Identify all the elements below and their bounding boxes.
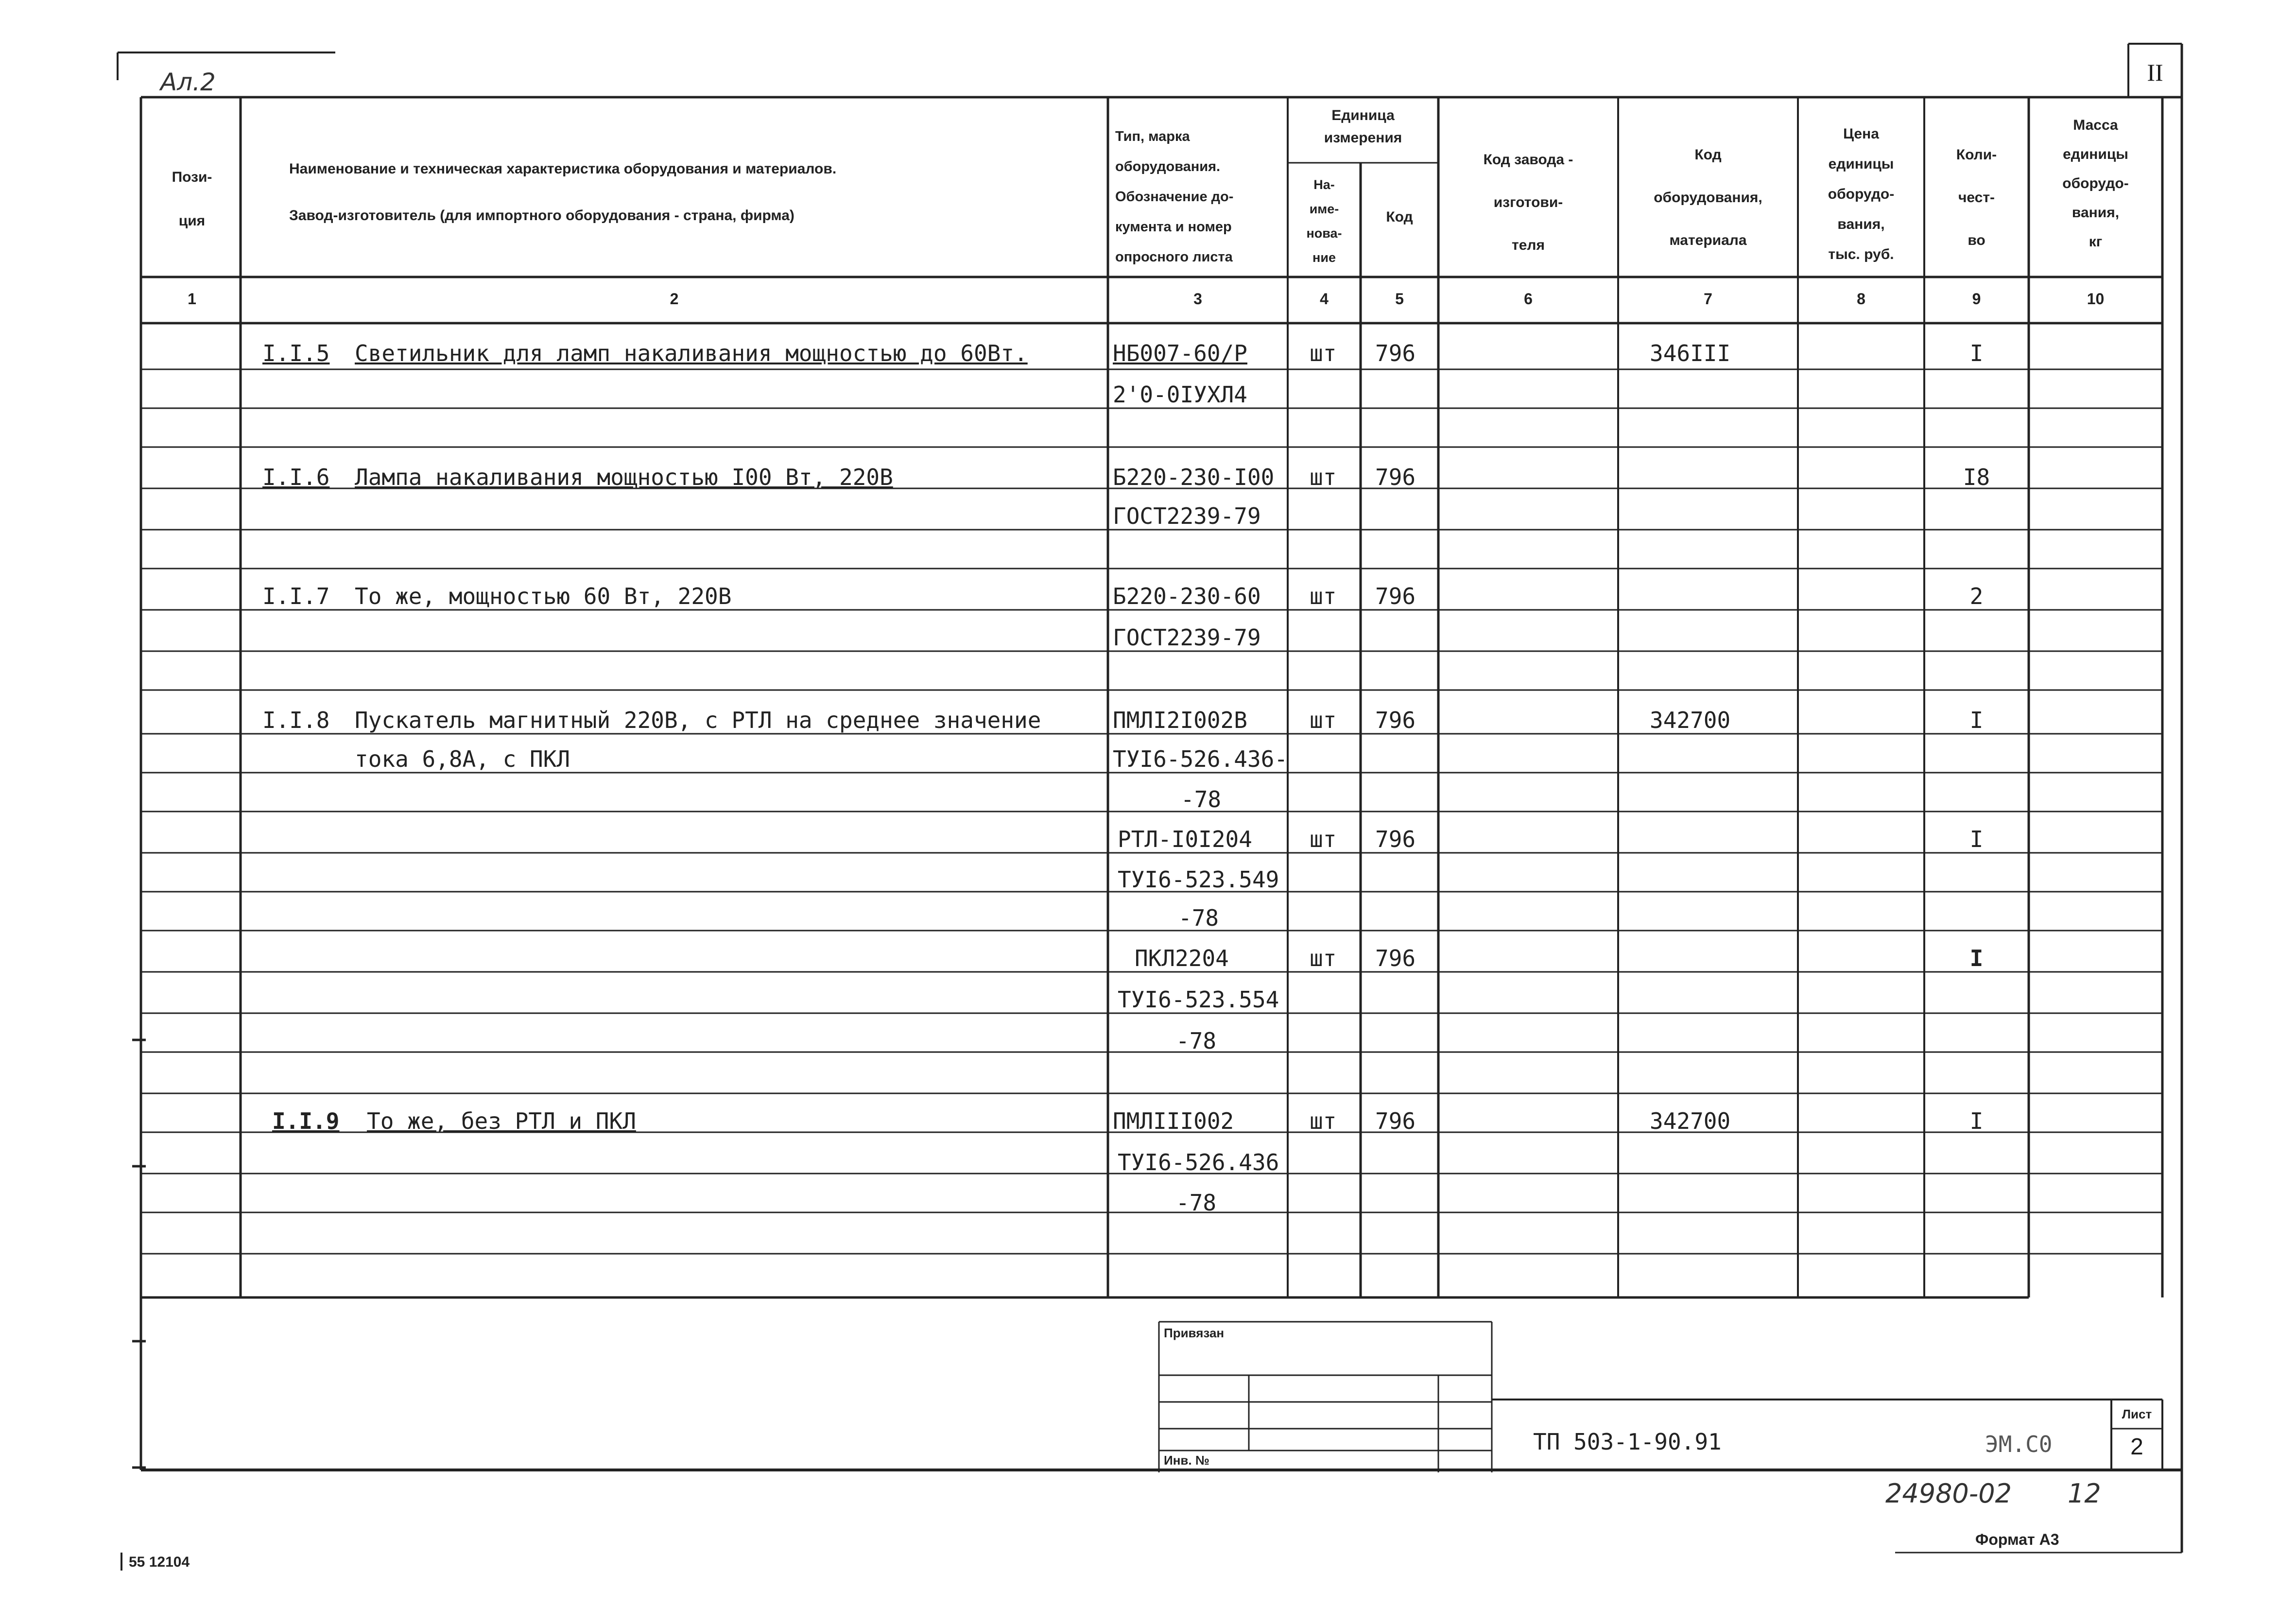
- item-equipment-code: 342700: [1650, 1108, 1731, 1134]
- header-type-line: кумента и номер: [1115, 219, 1232, 235]
- item-code: 796: [1375, 945, 1416, 971]
- item-type: ГОСТ2239-79: [1113, 503, 1261, 529]
- column-number: 1: [188, 290, 196, 308]
- item-type: ТУI6-526.436-: [1113, 746, 1288, 772]
- header-unit-name-line: нова-: [1306, 226, 1342, 241]
- item-equipment-code: 342700: [1650, 707, 1731, 733]
- header-mass: [2029, 111, 2162, 257]
- header-plant-code-line: изготови-: [1493, 194, 1563, 210]
- format-label: Формат А3: [1975, 1531, 2059, 1548]
- item-quantity: I8: [1963, 464, 1990, 490]
- item-type: РТЛ-I0I204: [1118, 826, 1252, 852]
- item-type: ПМЛIII002: [1113, 1108, 1234, 1134]
- item-type: НБ007-60/Р: [1113, 340, 1247, 366]
- item-quantity: I: [1969, 826, 1984, 852]
- header-price-line: вания,: [1837, 216, 1885, 232]
- item-unit: шт: [1310, 464, 1337, 490]
- item-unit: шт: [1310, 583, 1337, 609]
- header-equipment-code: [1618, 134, 1798, 262]
- header-quantity-line: Коли-: [1956, 147, 1997, 163]
- item-position: I.I.7: [262, 583, 330, 609]
- header-unit-name-line: ние: [1312, 250, 1336, 265]
- header-type-line: Тип, марка: [1115, 129, 1190, 144]
- item-name: тока 6,8А, с ПКЛ: [355, 746, 570, 772]
- header-equipment-code-line: оборудования,: [1654, 190, 1762, 206]
- column-number: 2: [670, 290, 679, 308]
- item-quantity: I: [1969, 340, 1984, 366]
- header-plant-code: [1438, 138, 1618, 267]
- header-type-line: опросного листа: [1115, 249, 1233, 265]
- item-name: То же, мощностью 60 Вт, 220В: [355, 583, 732, 609]
- item-type: ПМЛI2I002В: [1113, 707, 1247, 733]
- stamp-document-code: ТП 503-1-90.91: [1533, 1429, 1722, 1455]
- item-equipment-code: 346III: [1650, 340, 1731, 366]
- stamp-section-code: ЭМ.С0: [1985, 1431, 2053, 1457]
- header-plant-code-line: теля: [1512, 237, 1545, 253]
- item-position: I.I.6: [262, 464, 330, 490]
- header-quantity-line: чест-: [1958, 190, 1995, 206]
- item-name: Пускатель магнитный 220В, с РТЛ на среднее значение: [355, 707, 1041, 733]
- header-quantity-line: во: [1968, 232, 1985, 248]
- header-unit-name-line: име-: [1309, 202, 1339, 216]
- item-quantity: I: [1969, 707, 1984, 733]
- item-unit: шт: [1310, 707, 1337, 733]
- header-position-line: Пози-: [172, 169, 212, 185]
- handwritten-archive-number: 24980-02: [1885, 1478, 2012, 1509]
- header-type: [1115, 121, 1285, 272]
- item-unit: шт: [1310, 340, 1337, 366]
- item-type: ТУI6-526.436: [1118, 1149, 1279, 1175]
- header-equipment-code-line: Код: [1694, 147, 1722, 163]
- stamp-inventory-label: Инв. №: [1164, 1453, 1209, 1468]
- sheet-number-top: II: [2147, 59, 2163, 86]
- column-number: 6: [1524, 290, 1533, 308]
- header-unit-line: Единица: [1331, 107, 1395, 123]
- item-quantity: I: [1969, 1108, 1984, 1134]
- header-name: [289, 146, 1105, 239]
- header-unit-name-line: На-: [1313, 177, 1335, 192]
- item-position: I.I.5: [262, 340, 330, 366]
- header-mass-line: оборудо-: [2062, 175, 2129, 191]
- header-position: [143, 156, 241, 243]
- item-type: -78: [1176, 1028, 1217, 1054]
- column-number: 4: [1320, 290, 1329, 308]
- item-code: 796: [1375, 707, 1416, 733]
- item-unit: шт: [1310, 1108, 1337, 1134]
- header-unit-name: [1288, 173, 1361, 270]
- column-number: 10: [2087, 290, 2105, 308]
- item-position: I.I.9: [272, 1108, 340, 1134]
- item-quantity: 2: [1969, 583, 1984, 609]
- header-unit-code: Код: [1386, 209, 1413, 225]
- item-type: ПКЛ2204: [1135, 945, 1229, 971]
- sheet-label-handwritten: Ал.2: [160, 68, 216, 96]
- header-mass-line: кг: [2089, 234, 2103, 250]
- column-number: 7: [1704, 290, 1712, 308]
- item-type: Б220-230-60: [1113, 583, 1261, 609]
- item-name: Светильник для ламп накаливания мощностью до 60Вт.: [355, 340, 1028, 366]
- header-position-line: ция: [178, 213, 206, 229]
- column-number: 8: [1857, 290, 1865, 308]
- item-type: Б220-230-I00: [1113, 464, 1275, 490]
- item-type: -78: [1178, 905, 1219, 931]
- header-type-line: Обозначение до-: [1115, 189, 1234, 205]
- item-type: ГОСТ2239-79: [1113, 624, 1261, 651]
- header-unit-group: [1288, 104, 1438, 149]
- stamp-attached-label: Привязан: [1164, 1326, 1225, 1340]
- header-plant-code-line: Код завода -: [1483, 152, 1573, 168]
- header-price-line: единицы: [1828, 156, 1894, 172]
- left-archive-code: 55 12104: [129, 1554, 190, 1570]
- item-code: 796: [1375, 826, 1416, 852]
- item-code: 796: [1375, 340, 1416, 366]
- header-quantity: [1924, 134, 2029, 262]
- item-code: 796: [1375, 583, 1416, 609]
- header-name-line: Наименование и техническая характеристика оборудования и материалов.: [289, 161, 837, 177]
- column-number: 9: [1972, 290, 1981, 308]
- header-equipment-code-line: материала: [1669, 232, 1747, 248]
- item-type: -78: [1176, 1190, 1217, 1216]
- item-unit: шт: [1310, 945, 1337, 971]
- item-unit: шт: [1310, 826, 1337, 852]
- header-price: [1798, 119, 1924, 270]
- item-code: 796: [1375, 464, 1416, 490]
- header-mass-line: единицы: [2063, 146, 2128, 162]
- column-number: 3: [1193, 290, 1202, 308]
- column-number: 5: [1395, 290, 1404, 308]
- stamp-sheet-label: Лист: [2122, 1407, 2152, 1421]
- item-code: 796: [1375, 1108, 1416, 1134]
- header-type-line: оборудования.: [1115, 159, 1221, 174]
- header-price-line: тыс. руб.: [1828, 246, 1894, 262]
- header-name-line: Завод-изготовитель (для импортного оборудования - страна, фирма): [289, 207, 794, 224]
- item-position: I.I.8: [262, 707, 330, 733]
- header-mass-line: вания,: [2072, 205, 2120, 221]
- item-name: Лампа накаливания мощностью I00 Вт, 220В: [355, 464, 893, 490]
- item-name: То же, без РТЛ и ПКЛ: [367, 1108, 636, 1134]
- item-type: -78: [1181, 786, 1222, 812]
- header-price-line: Цена: [1843, 126, 1879, 142]
- item-type: ТУI6-523.549: [1118, 866, 1279, 893]
- header-mass-line: Масса: [2073, 117, 2118, 133]
- header-price-line: оборудо-: [1828, 186, 1895, 202]
- header-unit-line: измерения: [1324, 130, 1402, 146]
- item-type: ТУI6-523.554: [1118, 986, 1279, 1013]
- handwritten-page-number: 12: [2068, 1478, 2101, 1509]
- item-quantity: I: [1969, 945, 1984, 971]
- item-type: 2'0-0IУХЛ4: [1113, 381, 1247, 408]
- stamp-sheet-number: 2: [2130, 1434, 2143, 1460]
